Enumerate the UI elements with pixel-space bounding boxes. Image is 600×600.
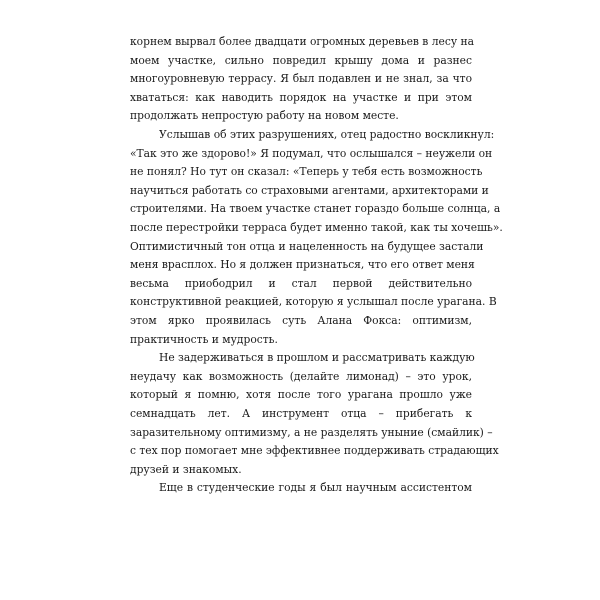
text-line: этом ярко проявилась суть Алана Фокса: оптимизм, — [130, 314, 472, 327]
text-line: который я помню, хотя после того урагана прошло уже — [130, 388, 472, 402]
text-line: конструктивной реакцией, которую я услышал после урагана. В — [130, 295, 497, 309]
text-line: практичность и мудрость. — [130, 332, 278, 346]
text-line: семнадцать лет. А инструмент отца – прибегать к — [130, 407, 472, 420]
text-line: Еще в студенческие годы я был научным ассистентом — [159, 481, 472, 495]
text-line: неудачу как возможность (делайте лимонад) – это урок, — [130, 369, 472, 383]
text-line: продолжать непростую работу на новом месте. — [130, 109, 399, 123]
text-line: многоуровневую террасу. Я был подавлен и не знал, за что — [130, 72, 472, 86]
text-line: после перестройки терраса будет именно такой, как ты хочешь». — [130, 221, 503, 234]
text-line: «Так это же здорово!» Я подумал, что ослышался – неужели он — [130, 146, 493, 160]
text-line: друзей и знакомых. — [130, 462, 242, 476]
text-line: не понял? Но тут он сказал: «Теперь у тебя есть возможность — [130, 165, 483, 179]
text-line: с тех пор помогает мне эффективнее поддерживать страдающих — [130, 444, 499, 458]
text-line: корнем вырвал более двадцати огромных деревьев в лесу на — [130, 35, 475, 48]
text-line: научиться работать со страховыми агентами, архитекторами и — [130, 183, 489, 197]
text-line: хвататься: как наводить порядок на участке и при этом — [130, 90, 472, 104]
text-line: заразительному оптимизму, а не разделять уныние (смайлик) – — [130, 425, 493, 439]
text-line: строителями. На твоем участке станет гораздо больше солнца, а — [130, 202, 501, 216]
text-line: моем участке, сильно повредил крышу дома и разнес — [130, 53, 472, 67]
text-line: Оптимистичный тон отца и нацеленность на будущее застали — [130, 239, 484, 253]
text-line: меня врасплох. Но я должен признаться, что его ответ меня — [130, 258, 475, 272]
text-line: Не задерживаться в прошлом и рассматривать каждую — [159, 351, 475, 365]
text-line: Услышав об этих разрушениях, отец радостно воскликнул: — [159, 128, 495, 141]
text-line: весьма приободрил и стал первой действительно — [130, 276, 472, 290]
